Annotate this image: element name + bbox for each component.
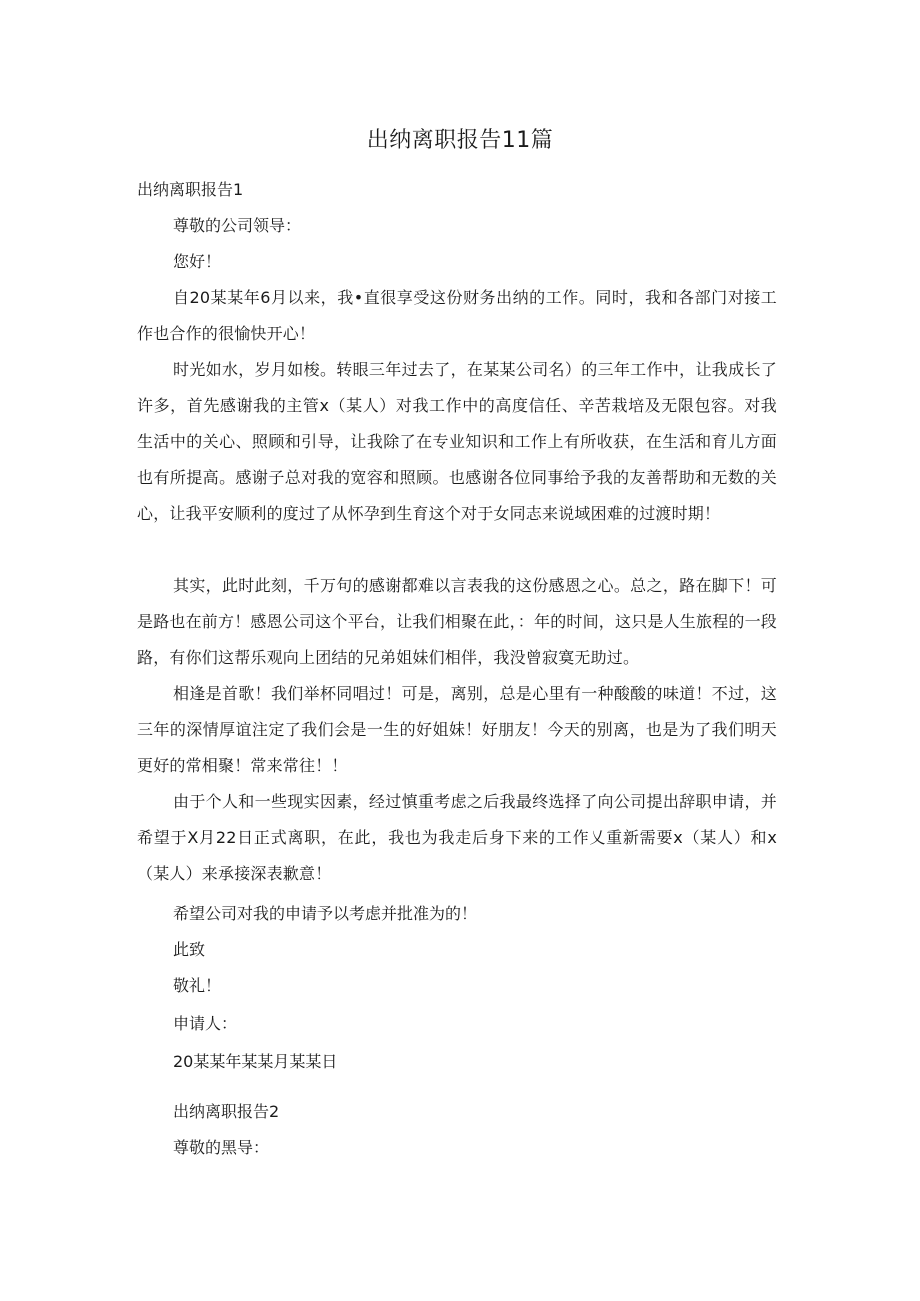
report1-request: 希望公司对我的申请予以考虑并批准为的！ [173,904,478,923]
report1-paragraph-5: 由于个人和一些现实因素，经过慎重考虑之后我最终选择了向公司提出辞职申请，并希望于X月22日正式离职，在此，我也为我走后身下来的工作乂重新需要x（某人）和x（某人）来承接深表歉意！ [137,792,777,883]
report1-date: 20某某年某某月某某日 [173,1052,338,1071]
report1-heading: 出纳离职报告1 [137,180,244,199]
report2-heading: 出纳离职报告2 [173,1102,280,1121]
report1-salutation: 尊敬的公司领导： [173,216,302,235]
report1-paragraph-1: 自20某某年6月以来，我•直很享受这份财务出纳的工作。同时，我和各部门对接工作也合作的很愉快开心！ [137,288,777,343]
report1-closing-2: 敬礼！ [173,976,222,995]
report1-paragraph-4: 相逢是首歌！我们举杯同唱过！可是，离别，总是心里有一种酸酸的味道！不过，这三年的深情厚谊注定了我们会是一生的好姐妹！好朋友！今天的别离，也是为了我们明天更好的常相聚！常来常往！！ [137,684,777,775]
report1-paragraph-2: 时光如水，岁月如梭。转眼三年过去了，在某某公司名）的三年工作中，让我成长了许多，首先感谢我的主管x（某人）对我工作中的高度信任、辛苦栽培及无限包容。对我生活中的关心、照顾和引导，让我除了在专业知识和工作上有所收获，在生活和育儿方面也有所提高。感谢子总对我的宽容和照顾。也感谢各位同事给予我的友善帮助和无数的关心，让我平安顺利的度过了从怀孕到生育这个对于女同志来说域困难的过渡时期！ [137,360,777,523]
report1-closing-1: 此致 [173,940,206,959]
report2-salutation: 尊敬的黑导： [173,1138,270,1157]
document-title: 出纳离职报告11篇 [366,128,554,153]
report1-applicant: 申请人： [173,1014,238,1033]
report1-greeting: 您好！ [173,252,222,271]
report1-paragraph-3: 其实，此时此刻，千万句的感谢都难以言表我的这份感恩之心。总之，路在脚下！可是路也在前方！感恩公司这个平台，让我们相聚在此，：年的时间，这只是人生旅程的一段路，有你们这帮乐观向上团结的兄弟姐妹们相伴，我没曾寂寞无助过。 [137,576,778,667]
